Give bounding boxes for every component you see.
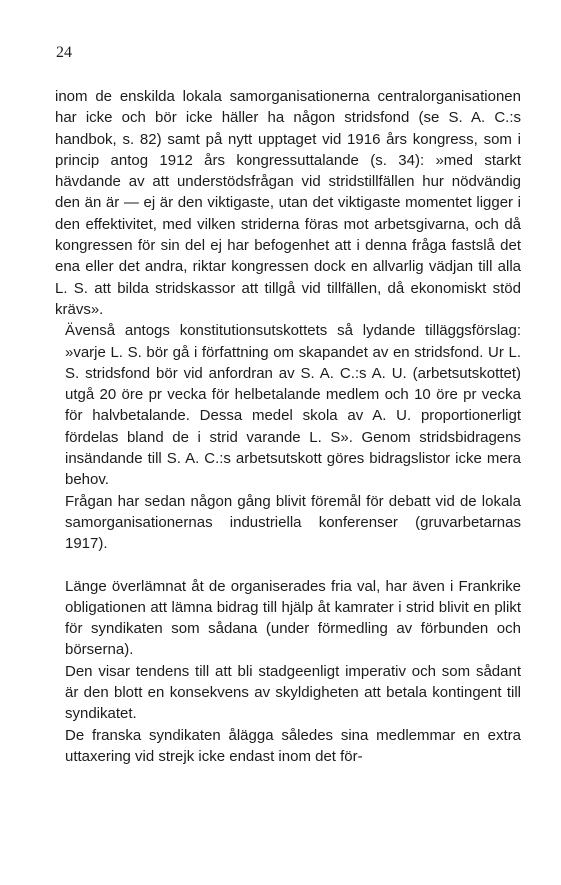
paragraph-text: Länge överlämnat åt de organiserades fria val, har även i Frankrike obligationen att lämna bidrag till hjälp åt kamrater i strid blivit en plikt för syndikaten som sådana (under förmedling av förbunden och börserna). bbox=[65, 577, 521, 659]
body-text bbox=[55, 86, 521, 767]
paragraph bbox=[55, 491, 521, 555]
paragraph-text: Ävenså antogs konstitutionsutskottets så lydande tilläggsförslag: »varje L. S. bör gå i författning om skapandet av en stridsfond. Ur L. S. stridsfond bör vid anfordran av S. A. C.:s A. U. (arbetsutskottet) utgå 20 öre pr vecka för helbetalande medlem och 10 öre pr vecka för halvbetalande. Dessa medel skola av A. U. proportionerligt fördelas bland de i strid varande L. S». Genom stridsbidragens insändande till S. A. C.:s arbetsutskott göres bidragslistor icke mera behov. bbox=[65, 322, 521, 489]
paragraph bbox=[55, 725, 521, 768]
paragraph-text: Frågan har sedan någon gång blivit föremål för debatt vid de lokala samorganisationernas industriella konferenser (gruvarbetarnas 1917). bbox=[65, 492, 521, 553]
paragraph bbox=[55, 320, 521, 490]
paragraph bbox=[55, 86, 521, 320]
paragraph-text: inom de enskilda lokala samorganisationerna centralorganisationen har icke och bör icke häller ha någon stridsfond (se S. A. C.:s handbok, s. 82) samt på nytt upptaget vid 1916 års kongress, som i princip antog 1912 års kongressuttalande (s. 34): »med starkt hävdande av att understödsfrågan vid stridstillfällen hur nödvändig den än är — ej är den viktigaste, utan det viktigaste momentet ligger i den effektivitet, med vilken striderna föras mot arbetsgivarna, och då kongressen för sin del ej har befogenhet att i denna fråga fastslå det ena eller det andra, riktar kongressen dock en allvarlig vädjan till alla L. S. att bilda stridskassor att tillgå vid tillfällen, då ekonomiskt stöd krävs». bbox=[55, 88, 521, 318]
paragraph-text: Den visar tendens till att bli stadgeenligt imperativ och som sådant är den blott en konsekvens av skyldigheten att betala kontingent till syndikatet. bbox=[65, 662, 521, 723]
page-number: 24 bbox=[56, 44, 72, 61]
paragraph bbox=[55, 661, 521, 725]
section-gap bbox=[55, 555, 521, 576]
paragraph bbox=[55, 576, 521, 661]
paragraph-text: De franska syndikaten ålägga således sina medlemmar en extra uttaxering vid strejk icke endast inom det för- bbox=[65, 726, 521, 765]
